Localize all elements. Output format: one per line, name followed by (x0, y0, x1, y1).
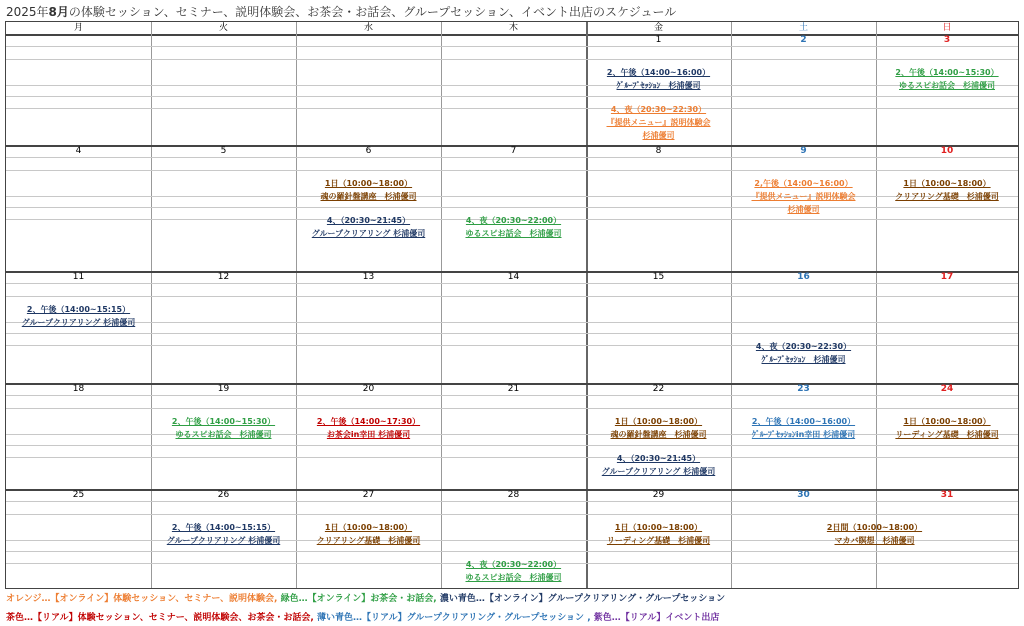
legend-entry: 紫色…【リアル】イベント出店 (593, 613, 720, 623)
row-divider (6, 514, 1018, 515)
event-line2: 魂の羅針盤講座 杉浦優司 (610, 430, 707, 439)
day-number: 10 (940, 146, 954, 156)
event-line3: 杉浦優司 (642, 131, 675, 140)
calendar-event[interactable] (6, 303, 151, 329)
column-divider (441, 22, 442, 588)
day-number: 4 (75, 146, 82, 156)
day-number: 27 (362, 490, 375, 500)
column-divider (151, 22, 152, 588)
day-number: 5 (220, 146, 227, 156)
row-divider (6, 157, 1018, 158)
event-line1: 4、夜（20:30~22:00） (465, 216, 562, 225)
row-divider (6, 457, 1018, 458)
day-number: 28 (507, 490, 520, 500)
day-number: 31 (940, 490, 954, 500)
event-line1: 4、夜（20:30~22:00） (465, 560, 562, 569)
event-line2: グループクリアリング 杉浦優司 (601, 467, 716, 476)
row-divider (6, 85, 1018, 86)
day-number: 29 (652, 490, 665, 500)
weekday-header: 日 (942, 23, 952, 33)
legend-entry: オレンジ…【オンライン】体験セッション、セミナー、説明体験会, (6, 594, 281, 604)
event-line1: 2、午後（14:00~15:30） (171, 417, 276, 426)
row-divider (6, 46, 1018, 47)
event-line1: 2、午後（14:00~15:15） (26, 305, 131, 314)
event-line2: グループクリアリング 杉浦優司 (21, 318, 136, 327)
event-line2: ゆるスピお話会 杉浦優司 (465, 229, 562, 238)
event-line1: 1日（10:00~18:00） (324, 179, 413, 188)
column-divider (876, 22, 877, 588)
calendar-event[interactable] (876, 66, 1018, 92)
legend-real (6, 610, 719, 623)
event-line1: 2日間（10:00~18:00） (826, 523, 923, 532)
weekday-header: 土 (798, 23, 808, 33)
event-line2: グループクリアリング 杉浦優司 (166, 536, 281, 545)
day-number: 3 (943, 35, 951, 45)
event-line1: 1日（10:00~18:00） (903, 417, 991, 426)
event-line1: 2、午後（14:00~17:30） (316, 417, 421, 426)
calendar-event[interactable] (731, 177, 876, 216)
day-number: 26 (217, 490, 230, 500)
event-line2: ゆるスピお話会 杉浦優司 (899, 81, 995, 90)
row-divider (6, 501, 1018, 502)
event-line2: ゆるスピお話会 杉浦優司 (175, 430, 272, 439)
row-divider (6, 445, 1018, 446)
day-number: 1 (655, 35, 662, 45)
column-divider (296, 22, 297, 588)
event-line2: ゆるスピお話会 杉浦優司 (465, 573, 562, 582)
calendar-event[interactable] (441, 558, 586, 584)
day-number: 13 (362, 272, 375, 282)
event-line2: 『提供メニュー』説明体験会 (606, 118, 711, 127)
legend-entry: 茶色…【リアル】体験セッション、セミナー、説明体験会、お茶会・お話会, (6, 613, 317, 623)
day-number: 18 (72, 384, 85, 394)
calendar-event[interactable] (876, 415, 1018, 441)
event-line2: ｸﾞﾙｰﾌﾟｾｯｼｮﾝin幸田 杉浦優司 (751, 430, 856, 439)
day-number: 12 (217, 272, 230, 282)
legend-entry: 緑色…【オンライン】お茶会・お話会, (280, 594, 440, 604)
calendar-event[interactable] (876, 177, 1018, 203)
weekday-header: 木 (508, 23, 518, 33)
legend-entry: 薄い青色…【リアル】グループクリアリング・グループセッション , (316, 613, 594, 623)
event-line1: 4、夜（20:30~22:30） (610, 105, 707, 114)
row-divider (6, 551, 1018, 552)
calendar-event[interactable] (296, 521, 441, 547)
calendar-grid (5, 21, 1019, 589)
column-divider (731, 22, 732, 588)
event-line1: 2、午後（14:00~16:00） (751, 417, 856, 426)
day-number: 23 (797, 384, 810, 394)
day-number: 14 (507, 272, 520, 282)
event-line1: 1日（10:00~18:00） (903, 179, 991, 188)
event-line1: 1日（10:00~18:00） (324, 523, 413, 532)
event-line2: クリアリング基礎 杉浦優司 (316, 536, 421, 545)
row-divider (6, 96, 1018, 97)
day-number: 17 (940, 272, 954, 282)
event-line2: リーディング基礎 杉浦優司 (895, 430, 999, 439)
calendar-event[interactable] (586, 66, 731, 92)
day-number: 30 (797, 490, 810, 500)
calendar-event[interactable] (296, 177, 441, 203)
event-line3: 杉浦優司 (787, 205, 820, 214)
calendar-event[interactable] (151, 415, 296, 441)
calendar-event[interactable] (151, 521, 296, 547)
event-line1: 1日（10:00~18:00） (614, 417, 703, 426)
event-line2: グループクリアリング 杉浦優司 (311, 229, 426, 238)
row-divider (6, 296, 1018, 297)
day-number: 20 (362, 384, 375, 394)
row-divider (6, 108, 1018, 109)
event-line2: マカバ瞑想 杉浦優司 (834, 536, 915, 545)
weekday-header: 月 (73, 23, 83, 33)
calendar-event[interactable] (586, 452, 731, 478)
row-divider (6, 283, 1018, 284)
legend-online (6, 591, 725, 604)
event-line1: 4、夜（20:30~22:30） (755, 342, 852, 351)
event-line1: 2,午後（14:00~16:00） (754, 179, 853, 188)
calendar-event[interactable] (586, 521, 731, 547)
event-line2: 魂の羅針盤講座 杉浦優司 (320, 192, 417, 201)
row-divider (6, 333, 1018, 334)
event-line1: 2、午後（14:00~15:30） (895, 68, 999, 77)
day-number: 24 (940, 384, 954, 394)
event-line2: お茶会in幸田 杉浦優司 (326, 430, 411, 439)
day-number: 9 (800, 146, 807, 156)
row-divider (6, 322, 1018, 323)
weekday-header: 金 (653, 23, 663, 33)
row-divider (6, 395, 1018, 396)
day-number: 6 (365, 146, 372, 156)
calendar-event[interactable] (731, 521, 1018, 547)
calendar-event[interactable] (441, 214, 586, 240)
day-number: 2 (800, 35, 807, 45)
calendar-event[interactable] (586, 415, 731, 441)
event-line1: 1日（10:00~18:00） (614, 523, 703, 532)
legend-entry: 濃い青色…【オンライン】グループクリアリング・グループセッション (439, 594, 726, 604)
day-number: 25 (72, 490, 85, 500)
event-line2: クリアリング基礎 杉浦優司 (895, 192, 999, 201)
day-number: 16 (797, 272, 810, 282)
event-line1: 2、午後（14:00~15:15） (171, 523, 276, 532)
calendar-event[interactable] (296, 415, 441, 441)
event-line2: ｸﾞﾙｰﾌﾟｾｯｼｮﾝ 杉浦優司 (616, 81, 701, 90)
day-number: 8 (655, 146, 662, 156)
calendar-event[interactable] (731, 340, 876, 366)
day-number: 7 (510, 146, 517, 156)
event-line2: リーディング基礎 杉浦優司 (606, 536, 711, 545)
event-line1: 4、（20:30~21:45） (326, 216, 411, 225)
day-number: 21 (507, 384, 520, 394)
calendar-event[interactable] (296, 214, 441, 240)
weekday-header: 火 (218, 23, 228, 33)
calendar-event[interactable] (586, 103, 731, 142)
day-number: 19 (217, 384, 230, 394)
event-line2: ｸﾞﾙｰﾌﾟｾｯｼｮﾝ 杉浦優司 (761, 355, 846, 364)
row-divider (6, 170, 1018, 171)
row-divider (6, 408, 1018, 409)
row-divider (6, 59, 1018, 60)
day-number: 22 (652, 384, 665, 394)
day-number: 11 (72, 272, 85, 282)
event-line2: 『提供メニュー』説明体験会 (751, 192, 856, 201)
page-title: 2025年8月の体験セッション、セミナー、説明体験会、お茶会・お話会、グループセッション、イベント出店のスケジュール (6, 5, 677, 19)
day-number: 15 (652, 272, 665, 282)
event-line1: 2、午後（14:00~16:00） (606, 68, 711, 77)
calendar-event[interactable] (731, 415, 876, 441)
event-line1: 4、（20:30~21:45） (616, 454, 701, 463)
weekday-header: 水 (363, 23, 373, 33)
